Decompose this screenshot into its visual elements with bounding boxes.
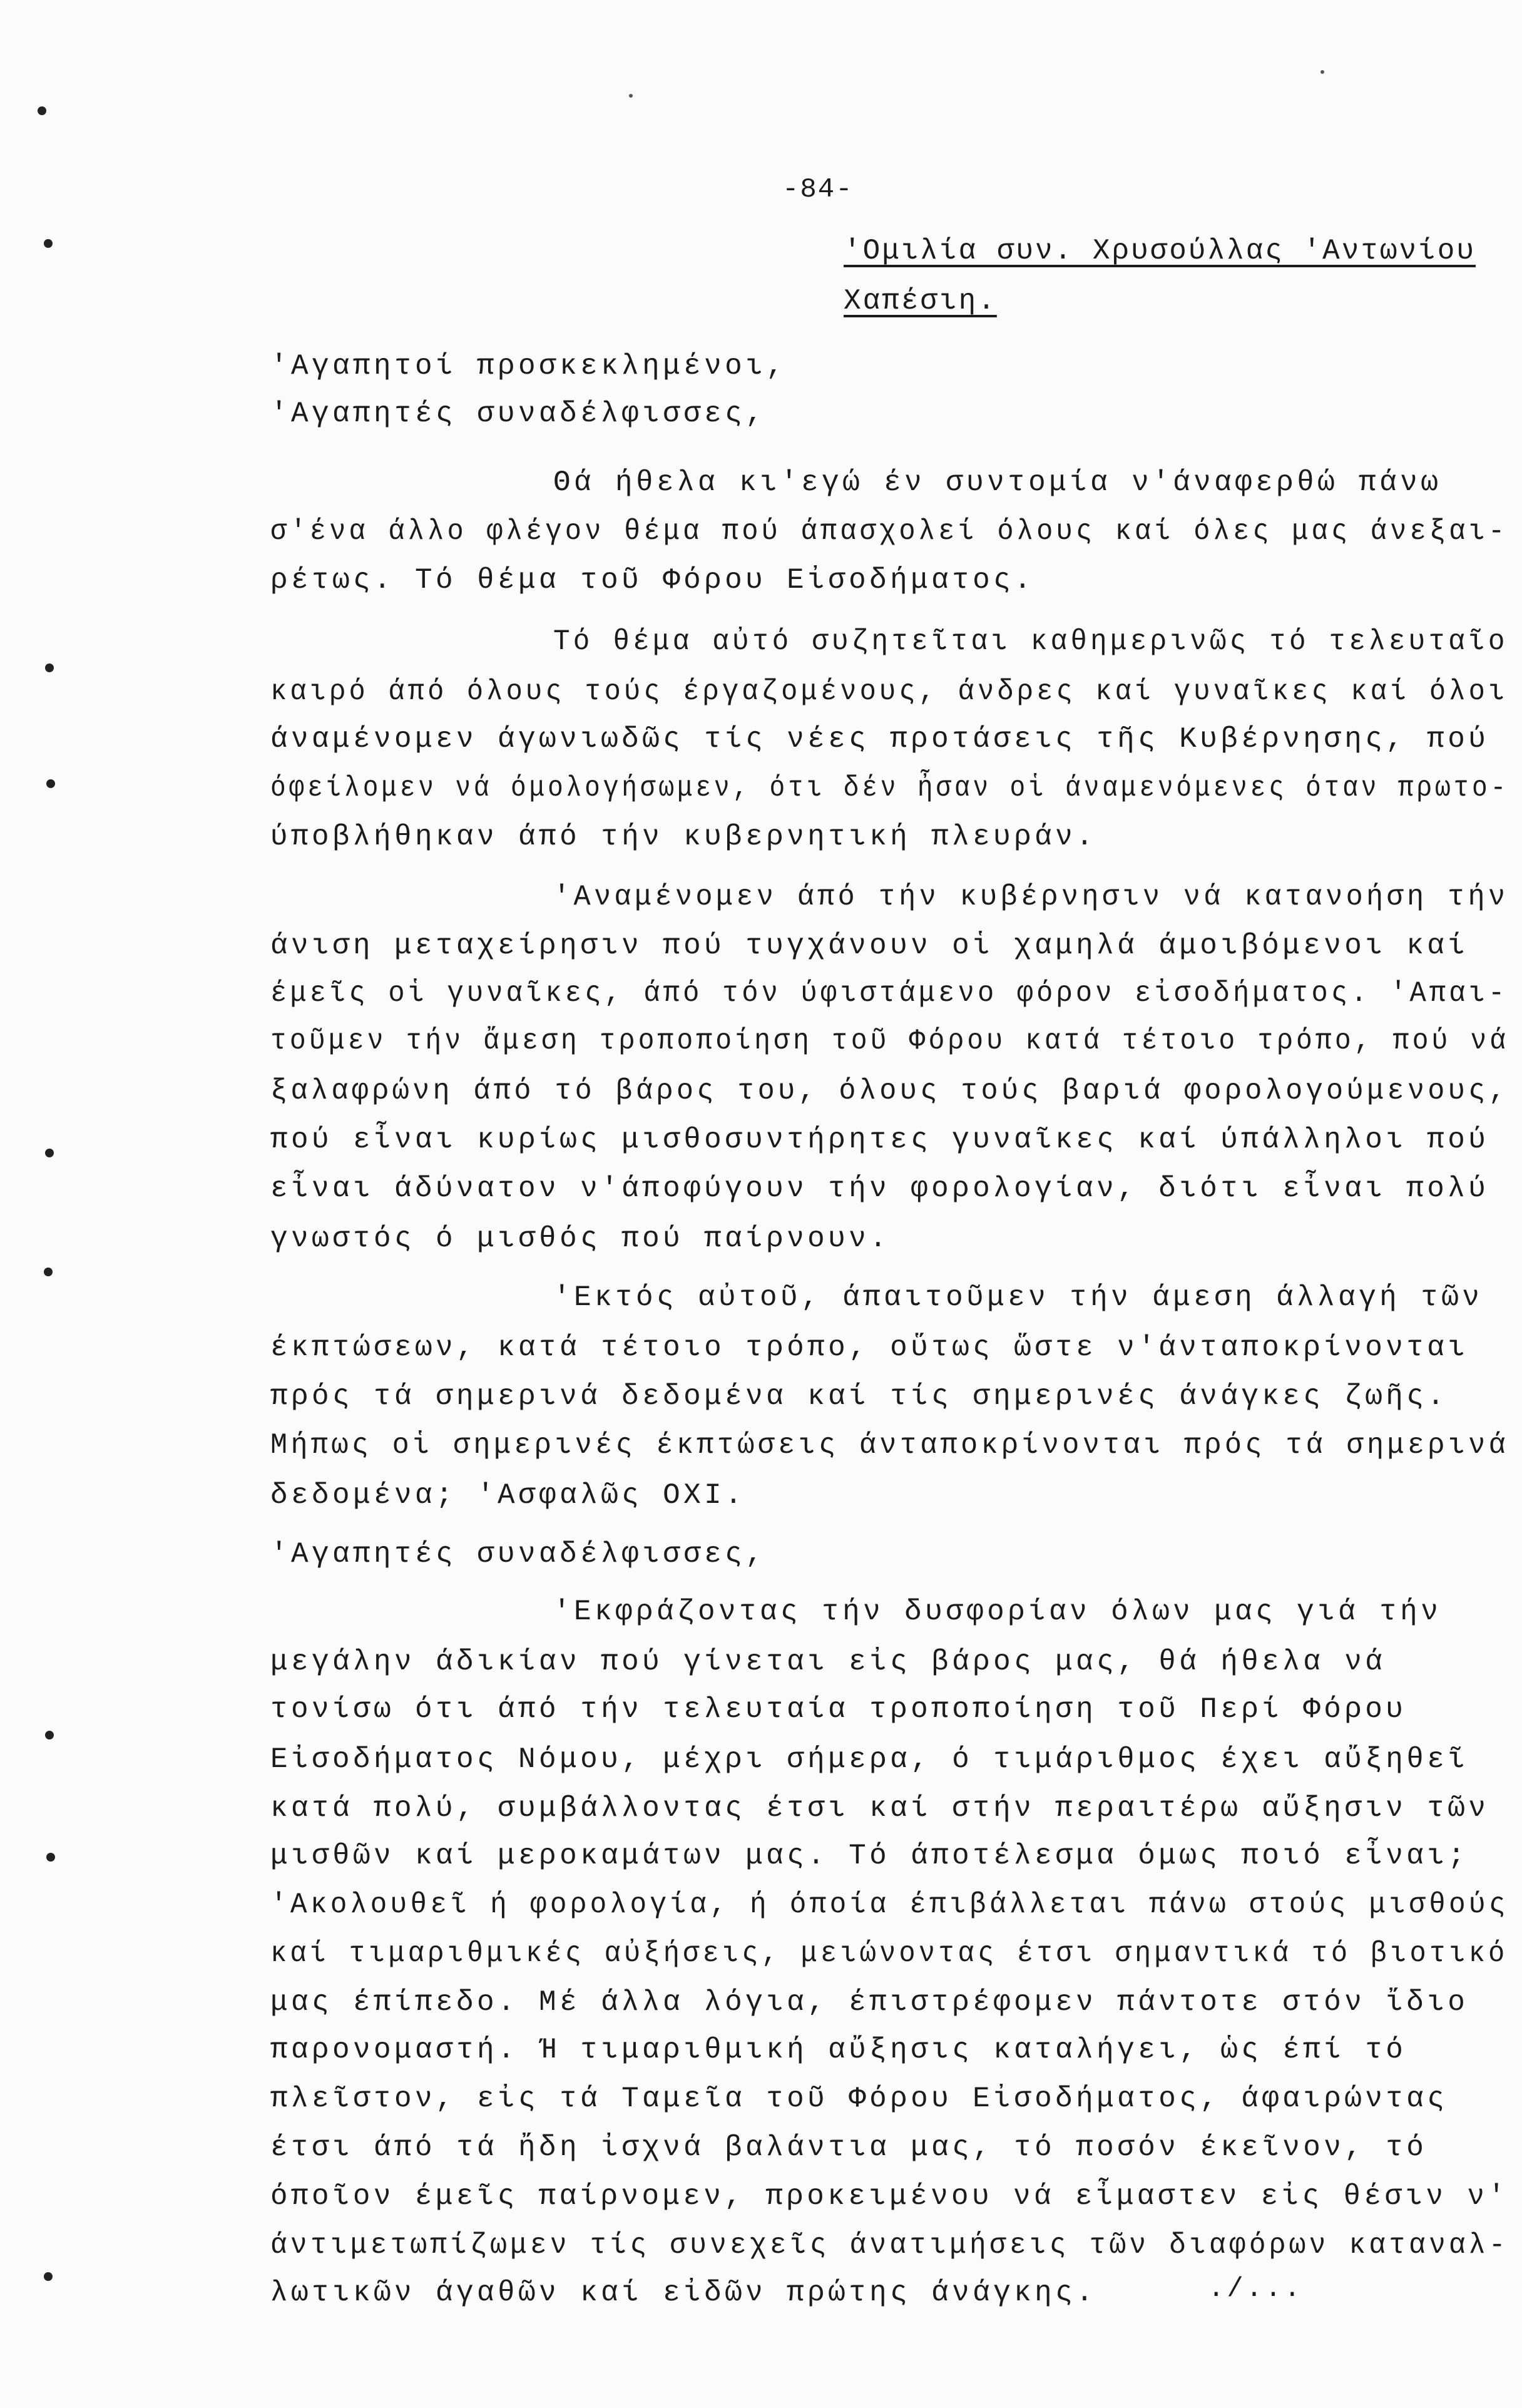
text-line: 'Εκφράζοντας τήν δυσφορίαν όλων μας γιά τήν bbox=[553, 1596, 1442, 1628]
text-line: πρός τά σημερινά δεδομένα καί τίς σημερινές άνάγκες ζωῆς. bbox=[270, 1380, 1448, 1413]
text-line: όφείλομεν νά όμολογήσωμεν, ότι δέν ἦσαν οἱ άναμενόμενες όταν πρωτο- bbox=[270, 772, 1509, 804]
text-line: Μήπως οἱ σημερινές έκπτώσεις άνταποκρίνονται πρός τά σημερινά bbox=[270, 1429, 1509, 1462]
text-line: άναμένομεν άγωνιωδῶς τίς νέες προτάσεις τῆς Κυβέρνησης, πού bbox=[270, 723, 1489, 756]
text-line: γνωστός ό μισθός πού παίρνουν. bbox=[270, 1222, 891, 1255]
text-line: 'Αγαπητές συναδέλφισσες, bbox=[270, 397, 767, 430]
scan-speck bbox=[629, 94, 633, 98]
text-line: Θά ήθελα κι'εγώ έν συντομία ν'άναφερθώ πάνω bbox=[553, 466, 1442, 499]
text-line: έκπτώσεων, κατά τέτοιο τρόπο, οὕτως ὥστε ν'άνταποκρίνονται bbox=[270, 1331, 1469, 1364]
text-line: όποῖον έμεῖς παίρνομεν, προκειμένου νά εἶμαστεν εἰς θέσιν ν' bbox=[270, 2180, 1509, 2213]
text-line: καιρό άπό όλους τούς έργαζομένους, άνδρες καί γυναῖκες καί όλοι bbox=[270, 675, 1508, 708]
text-line: μεγάλην άδικίαν πού γίνεται εἰς βάρος μας, θά ήθελα νά bbox=[270, 1646, 1386, 1678]
text-line: ύποβλήθηκαν άπό τήν κυβερνητική πλευράν. bbox=[270, 821, 1097, 853]
text-line: εἶναι άδύνατον ν'άποφύγουν τήν φορολογίαν, διότι εἶναι πολύ bbox=[270, 1172, 1489, 1205]
text-line: μας έπίπεδο. Μέ άλλα λόγια, έπιστρέφομεν πάντοτε στόν ἴδιο bbox=[270, 1986, 1469, 2019]
speech-title-line-1: 'Ομιλία συν. Χρυσούλλας 'Αντωνίου bbox=[844, 235, 1476, 267]
text-line: 'Αγαπητές συναδέλφισσες, bbox=[270, 1538, 767, 1570]
text-line: πού εἶναι κυρίως μισθοσυντήρητες γυναῖκες καί ύπάλληλοι πού bbox=[270, 1124, 1489, 1156]
text-line: 'Αναμένομεν άπό τήν κυβέρνησιν νά κατανοήση τήν bbox=[553, 881, 1509, 913]
text-line: μισθῶν καί μεροκαμάτων μας. Τό άποτέλεσμα όμως ποιό εἶναι; bbox=[270, 1840, 1469, 1872]
scan-mark bbox=[45, 663, 54, 672]
text-line: έτσι άπό τά ἤδη ἰσχνά βαλάντια μας, τό ποσόν έκεῖνον, τό bbox=[270, 2131, 1428, 2164]
scan-mark bbox=[44, 1268, 53, 1276]
text-line: 'Ακολουθεῖ ή φορολογία, ή όποία έπιβάλλεται πάνω στούς μισθούς bbox=[270, 1888, 1509, 1921]
text-line: άνιση μεταχείρησιν πού τυγχάνουν οἱ χαμηλά άμοιβόμενοι καί bbox=[270, 930, 1469, 962]
scan-mark bbox=[46, 1853, 55, 1862]
speech-title-line-2: Χαπέσιη. bbox=[844, 285, 997, 317]
scan-mark bbox=[44, 2272, 53, 2281]
text-line: παρονομαστή. Ή τιμαριθμική αὔξησις καταλήγει, ὡς έπί τό bbox=[270, 2034, 1407, 2066]
text-line: κατά πολύ, συμβάλλοντας έτσι καί στήν περαιτέρω αὔξησιν τῶν bbox=[270, 1792, 1489, 1825]
scan-mark bbox=[45, 1149, 54, 1157]
text-line: Τό θέμα αὐτό συζητεῖται καθημερινῶς τό τελευταῖο bbox=[553, 625, 1508, 658]
text-line: λωτικῶν άγαθῶν καί εἰδῶν πρώτης άνάγκης. bbox=[270, 2277, 1097, 2309]
scan-speck bbox=[1320, 70, 1324, 74]
text-line: Εἰσοδήματος Νόμου, μέχρι σήμερα, ό τιμάριθμος έχει αὔξηθεῖ bbox=[270, 1743, 1469, 1776]
text-line: τονίσω ότι άπό τήν τελευταία τροποποίηση τοῦ Περί Φόρου bbox=[270, 1693, 1407, 1726]
text-line: καί τιμαριθμικές αὐξήσεις, μειώνοντας έτσι σημαντικά τό βιοτικό bbox=[270, 1937, 1508, 1970]
text-line: ξαλαφρώνη άπό τό βάρος του, όλους τούς βαριά φορολογούμενους, bbox=[270, 1075, 1509, 1107]
scan-mark bbox=[38, 106, 46, 115]
text-line: 'Αγαπητοί προσκεκλημένοι, bbox=[270, 350, 787, 382]
scan-mark bbox=[44, 239, 53, 248]
text-line: τοῦμεν τήν ἄμεση τροποποίηση τοῦ Φόρου κατά τέτοιο τρόπο, πού νά bbox=[270, 1025, 1509, 1057]
text-line: ρέτως. Τό θέμα τοῦ Φόρου Εἰσοδήματος. bbox=[270, 564, 1035, 597]
scan-mark bbox=[45, 1731, 54, 1739]
text-line: σ'ένα άλλο φλέγον θέμα πού άπασχολεί όλους καί όλες μας άνεξαι- bbox=[270, 515, 1508, 548]
continuation-mark: ./... bbox=[1208, 2273, 1304, 2305]
text-line: έμεῖς οἱ γυναῖκες, άπό τόν ύφιστάμενο φόρον εἰσοδήματος. 'Απαι- bbox=[270, 977, 1508, 1010]
text-line: άντιμετωπίζωμεν τίς συνεχεῖς άνατιμήσεις τῶν διαφόρων καταναλ- bbox=[270, 2229, 1509, 2262]
text-line: πλεῖστον, εἰς τά Ταμεῖα τοῦ Φόρου Εἰσοδήματος, άφαιρώντας bbox=[270, 2083, 1448, 2115]
scan-mark bbox=[46, 779, 55, 788]
page-number: -84- bbox=[782, 174, 854, 205]
text-line: 'Εκτός αὐτοῦ, άπαιτοῦμεν τήν άμεση άλλαγή τῶν bbox=[553, 1281, 1483, 1314]
text-line: δεδομένα; 'Ασφαλῶς ΟΧΙ. bbox=[270, 1479, 746, 1512]
